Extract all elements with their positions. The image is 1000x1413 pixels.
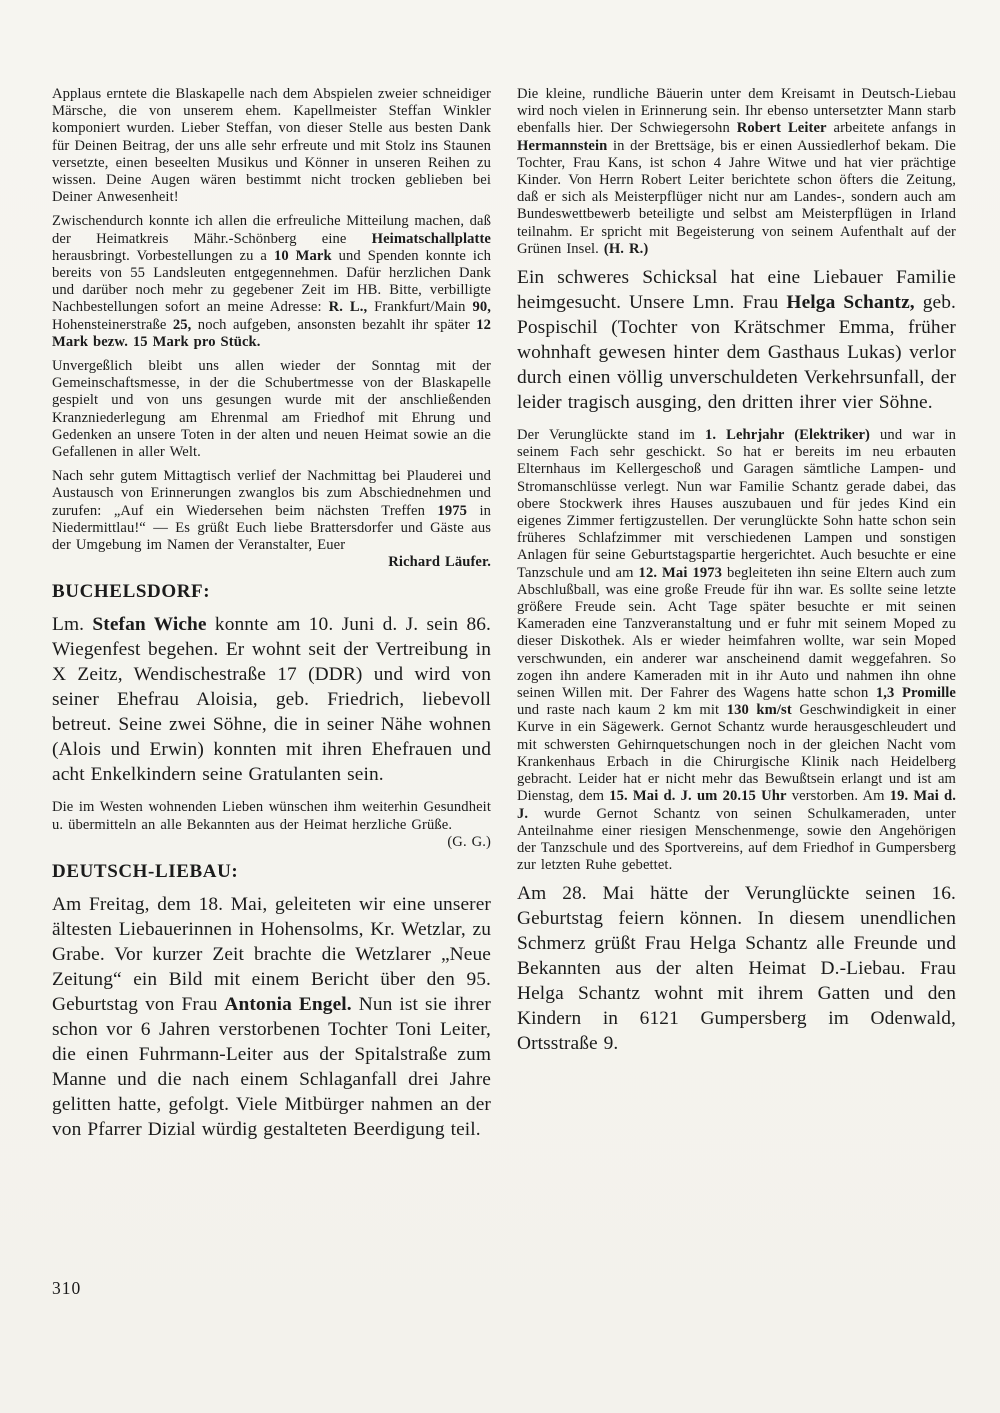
body-text: und war in seinem Fach sehr geschickt. So hat er bereits im neu erbauten Elternhaus im Kellergeschoß und Garagen sämtliche Lampen- und Stromanschlüsse verlegt. Nun war Familie Schantz gerade dabei, das obere Stockwerk ihres Hauses auszubauen und für jedes Kind ein eigenes Zimmer fertigzustellen. Der verunglückte Sohn hatte schon sein früheres Schlafzimmer mit verschiedenen Lampen und sonstigen Anlagen für seine Geburtstagspartie hergerichtet. Auch besuchte er eine Tanzschule und am (517, 427, 956, 581)
section-heading: BUCHELSDORF: (52, 581, 211, 603)
right-column (517, 86, 956, 1154)
paragraph (517, 265, 956, 415)
emphasis-text: 1975 (437, 502, 468, 519)
page-number: 310 (52, 1278, 82, 1298)
paragraph (52, 213, 491, 351)
emphasis-text: R. L., (328, 299, 368, 316)
emphasis-text: Stefan Wiche (92, 614, 207, 636)
body-text: wurde Gernot Schantz von seinen Schulkameraden, unter Anteilnahme einer riesigen Menschenmenge, sowie den Angehörigen der Tanzschule und des Sportvereins, auf dem Friedhof in Gumpersberg zur letzten Ruhe gebettet. (517, 805, 956, 874)
emphasis-text: Heimatschallplatte (371, 230, 491, 247)
body-text: noch aufgeben, ansonsten bezahlt ihr später (191, 316, 477, 333)
paragraph (52, 799, 491, 833)
body-text: begleiteten ihn seine Eltern auch zum Abschlußball, was eine große Freude für ihn war. Es sollte seine letzte größere Freude sein. Acht Tage später besuchte er mit seinen Kameraden eine Tanzveranstaltung und er fuhr mit seinem Moped zu dieser Diskothek. Als er wieder heimfahren wollte, war sein Moped verschwunden, ein anderer war anscheinend damit weggefahren. So zogen ihn andere Kameraden mit in ihr Auto und nahmen ihn ohne seinen Willen mit. Der Fahrer des Wagens hatte schon (517, 564, 956, 702)
body-text: in der Brettsäge, bis er einen Aussiedlerhof bekam. Die Tochter, Frau Kans, ist schon 4 Jahre Witwe und hat vier prächtige Kinder. Von Herrn Robert Leiter berichtete schon öfters die Zeitung, daß er sich als Meisterpflüger nicht nur am Landes-, sondern auch am Bundeswettbewerb beteiligte und selbst am Meisterpflügen in Irland teilnahm. Er spricht mit Begeisterung von seinem Aufenthalt auf der Grünen Insel. (517, 137, 956, 257)
emphasis-text: 12 Mark bezw. 15 Mark pro Stück. (52, 316, 492, 350)
emphasis-text: 90, (472, 299, 491, 316)
section-heading: DEUTSCH-LIEBAU: (52, 861, 239, 883)
body-text: Frankfurt/Main (367, 299, 473, 316)
emphasis-text: 10 Mark (273, 247, 332, 264)
emphasis-text: 12. Mai 1973 (638, 564, 723, 581)
signature-line: (G. G.) (447, 833, 491, 850)
emphasis-text: 19. Mai d. J. (517, 788, 956, 822)
body-text: Am Freitag, dem 18. Mai, geleiteten wir eine unserer ältesten Liebauerinnen in Hohensolms, Kr. Wetzlar, zu Grabe. Vor kurzer Zeit brachte die Wetzlarer „Neue Zeitung“ ein Bild mit einem Bericht über den 95. Geburtstag von Frau (52, 894, 491, 1016)
two-column-layout (52, 86, 956, 1154)
signature-line: Richard Läufer. (388, 554, 491, 571)
emphasis-text: 1. Lehrjahr (Elektriker) (704, 427, 870, 444)
paragraph (52, 612, 491, 787)
emphasis-text: 25, (172, 316, 192, 333)
paragraph (52, 892, 491, 1142)
body-text: Der Verunglückte stand im (517, 427, 705, 444)
emphasis-text: Hermannstein (517, 137, 608, 154)
body-text: in Niedermittlau!“ — Es grüßt Euch liebe Brattersdorfer und Gäste aus der Umgebung im Namen der Veranstalter, Euer (52, 502, 491, 554)
body-text: verstorben. Am (786, 788, 890, 805)
paragraph (52, 468, 491, 554)
body-text: Geschwindigkeit in einer Kurve in ein Sägewerk. Gernot Schantz wurde herausgeschleudert und mit schwersten Gehirnquetschungen noch in der gleichen Nacht vom Krankenhaus Erbach in die Chirurgische Klinik nach Heidelberg gebracht. Leider hat er nicht mehr das Bewußtsein erlangt und ist am Dienstag, dem (517, 702, 956, 805)
emphasis-text: Helga Schantz, (786, 292, 915, 314)
body-text: Die kleine, rundliche Bäuerin unter dem Kreisamt in Deutsch-Liebau wird noch vielen in Erinnerung sein. Ihr ebenso untersetzter Mann starb ebenfalls hier. Der Schwiegersohn (517, 86, 956, 137)
paragraph (52, 358, 491, 461)
body-text: und Spenden konnte ich bereits von 55 Landsleuten entgegennehmen. Dafür herzlichen Dank und darüber noch mehr zu gegebener Zeit im HB. Bitte, verbilligte Nachbestellungen sofort an meine Adresse: (52, 247, 491, 316)
emphasis-text: 130 km/st (726, 702, 792, 719)
body-text: Unvergeßlich bleibt uns allen wieder der Sonntag mit der Gemeinschaftsmesse, in der die Schubertmesse von der Blaskapelle gespielt und von uns gesungen wurde mit der anschließenden Kranzniederlegung am Ehrenmal am Friedhof mit Ehrung und Gedenken an unsere Toten in der alten und neuen Heimat sowie an die Gefallenen in aller Welt. (52, 358, 491, 461)
paragraph (517, 86, 956, 258)
emphasis-text: Robert Leiter (736, 120, 827, 137)
body-text: Zwischendurch konnte ich allen die erfreuliche Mitteilung machen, daß der Heimatkreis Mähr.-Schönberg eine (52, 213, 491, 247)
emphasis-text: 1,3 Promille (875, 685, 956, 702)
paragraph (517, 427, 956, 874)
body-text: geb. Pospischil (Tochter von Krätschmer Emma, früher wohnhaft gewesen hinter dem Gasthaus Lukas) verlor durch einen völlig unverschuldeten Verkehrsunfall, der leider tragisch ausging, den dritten ihrer vier Söhne. (517, 292, 956, 414)
paragraph (517, 881, 956, 1056)
body-text: und raste nach kaum 2 km mit (517, 702, 727, 719)
body-text: arbeitete anfangs in (826, 120, 956, 137)
body-text: Ein schweres Schicksal hat eine Liebauer Familie heimgesucht. Unsere Lmn. Frau (517, 267, 956, 314)
body-text: konnte am 10. Juni d. J. sein 86. Wiegenfest begehen. Er wohnt seit der Vertreibung in X Zeitz, Wendischestraße 17 (DDR) und wird von seiner Ehefrau Aloisia, geb. Friedrich, liebevoll betreut. Seine zwei Söhne, die in seiner Nähe wohnen (Alois und Erwin) konnten mit ihren Ehefrauen und acht Enkelkindern seine Gratulanten sein. (52, 614, 491, 786)
body-text: Am 28. Mai hätte der Verunglückte seinen 16. Geburtstag feiern können. In diesem unendlichen Schmerz grüßt Frau Helga Schantz alle Freunde und Bekannten aus der alten Heimat D.-Liebau. Frau Helga Schantz wohnt mit ihrem Gatten und den Kindern in 6121 Gumpersberg im Odenwald, Ortsstraße 9. (517, 883, 956, 1055)
body-text: Lm. (52, 614, 93, 636)
body-text: Applaus erntete die Blaskapelle nach dem Abspielen zweier schneidiger Märsche, die von unserem ehem. Kapellmeister Steffan Winkler komponiert wurden. Lieber Steffan, von dieser Stelle aus besten Dank für Deinen Beitrag, der uns alle sehr erfreute und mit Stolz ins Staunen versetzte, einen beseelten Musikus und Könner in unseren Reihen zu wissen. Deine Augen wären bestimmt nicht trocken geblieben bei Deiner Anwesenheit! (52, 86, 491, 206)
left-column (52, 86, 491, 1154)
body-text: Nun ist sie ihrer schon vor 6 Jahren verstorbenen Tochter Toni Leiter, die einen Fuhrmann-Leiter aus der Spitalstraße zum Manne und die nach einem Schlaganfall drei Jahre gelitten hatte, gefolgt. Viele Mitbürger nahmen an der von Pfarrer Dizial würdig gestalteten Beerdigung teil. (52, 994, 491, 1141)
emphasis-text: 15. Mai d. J. um 20.15 Uhr (609, 788, 787, 805)
emphasis-text: (H. R.) (603, 240, 649, 257)
body-text: herausbringt. Vorbestellungen zu a (52, 247, 274, 264)
body-text: Nach sehr gutem Mittagtisch verlief der Nachmittag bei Plauderei und Austausch von Erinnerungen zwanglos bis zum Abschiednehmen und zurufen: „Auf ein Wiedersehen beim nächsten Treffen (52, 468, 491, 519)
paragraph (52, 86, 491, 206)
body-text: Hohensteinerstraße (52, 316, 173, 333)
emphasis-text: Antonia Engel. (224, 994, 352, 1016)
body-text: Die im Westen wohnenden Lieben wünschen ihm weiterhin Gesundheit u. übermitteln an alle Bekannten aus der Heimat herzliche Grüße. (52, 799, 491, 833)
